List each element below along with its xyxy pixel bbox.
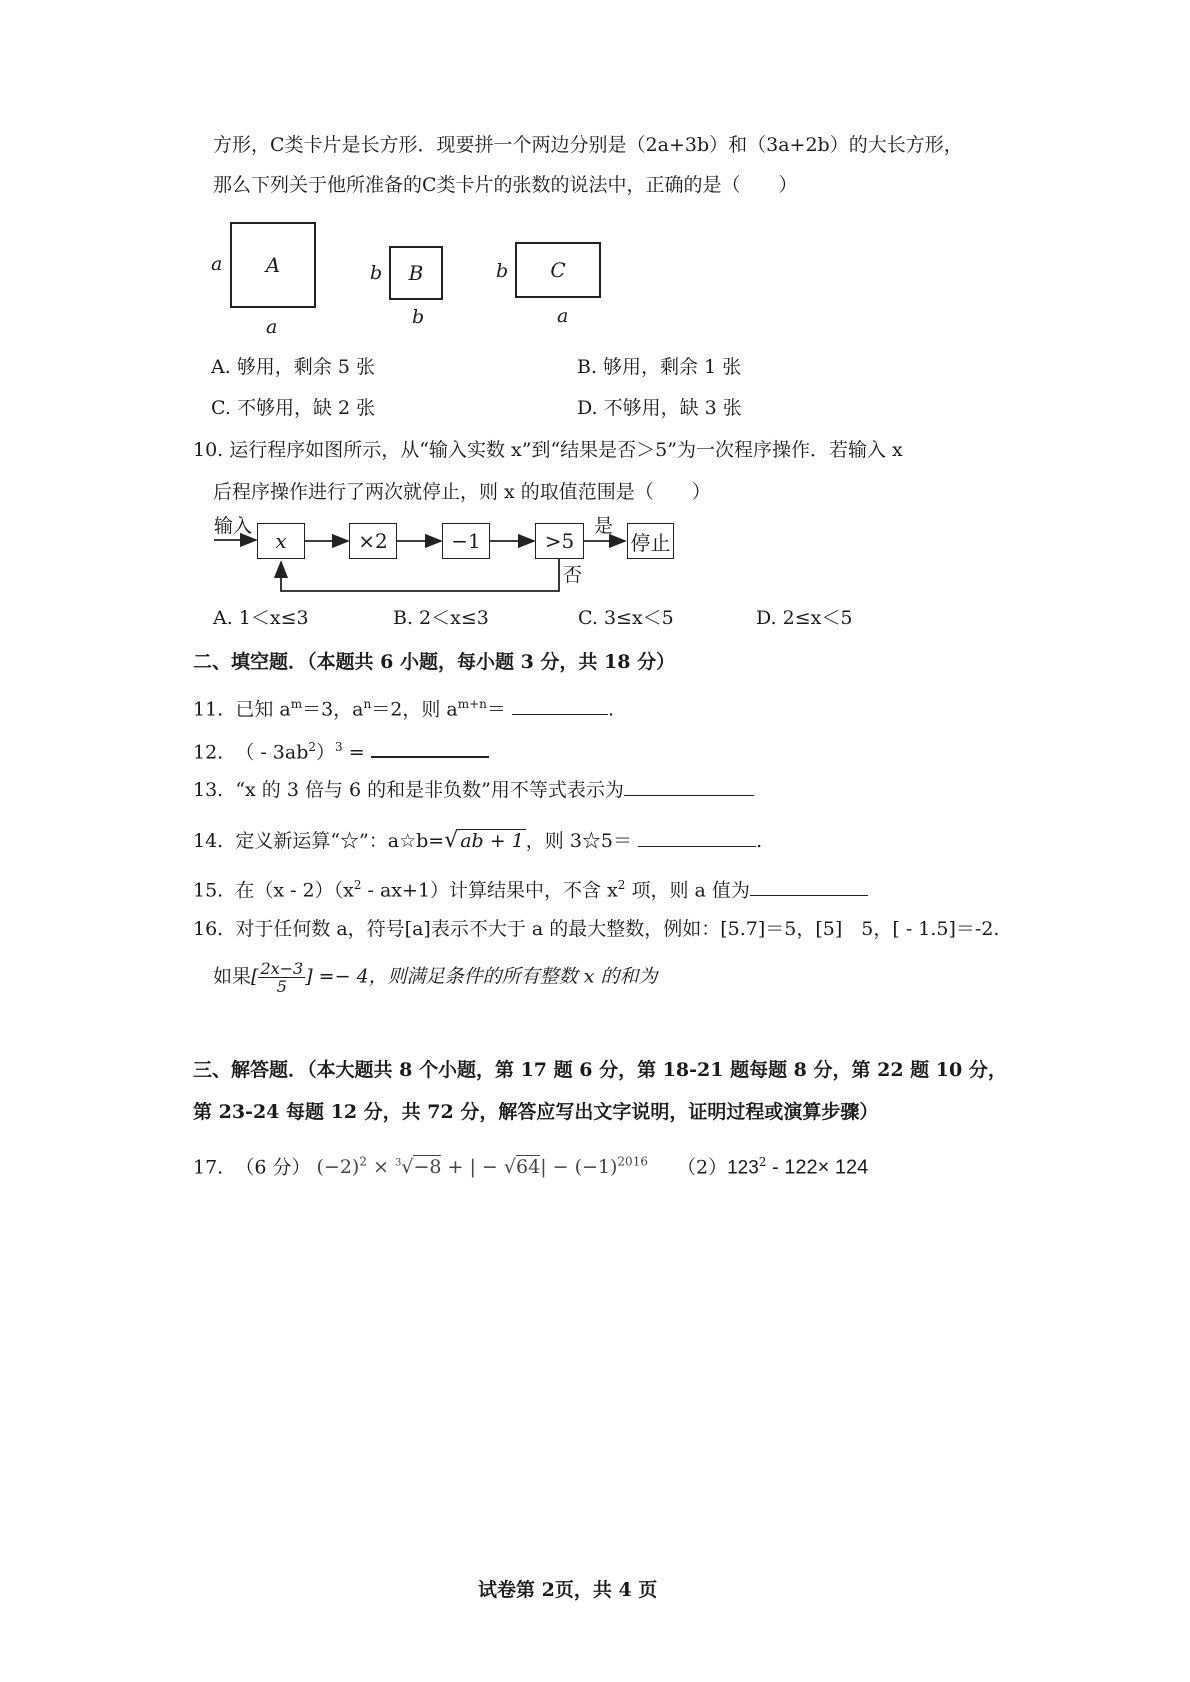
q17-cbrt-content: −8 — [413, 1156, 442, 1179]
q16-text: 对于任何数 a，符号[a]表示不大于 a 的最大整数，例如：[5.7]＝5，[5] 5，[ - 1.5]＝-2. — [235, 918, 1000, 940]
card-c-name: C — [550, 258, 566, 282]
card-c-side-label: b — [496, 260, 509, 282]
q13-answer-blank[interactable] — [624, 777, 754, 796]
q15-answer-blank[interactable] — [750, 877, 868, 896]
section3-heading-line2: 第 23-24 每题 12 分，共 72 分，解答应写出文字说明，证明过程或演算步骤） — [193, 1101, 879, 1123]
q11-number: 11. — [193, 698, 224, 721]
q17-expr-d: | − (−1) — [540, 1156, 618, 1179]
q17-number: 17. — [193, 1156, 224, 1179]
q11-answer-blank[interactable] — [512, 696, 608, 715]
q12-text-b: ） — [316, 741, 336, 764]
flow-yes-label: 是 — [594, 515, 614, 537]
card-b-side-label: b — [370, 262, 383, 284]
q17-expr-c: + | − — [441, 1156, 504, 1179]
q17-sqrt-content: 64 — [516, 1156, 541, 1179]
q15-sup-2: 2 — [353, 878, 362, 892]
q9-option-b: B. 够用，剩余 1 张 — [577, 356, 742, 378]
flow-box-compare — [535, 523, 584, 559]
q17-part2-a: 123 — [727, 1157, 759, 1179]
flow-box-subtract-text: −1 — [451, 529, 481, 553]
q12-sup-2: 2 — [308, 740, 317, 754]
q13 — [193, 777, 754, 802]
section2-heading: 二、填空题．（本题共 6 小题，每小题 3 分，共 18 分） — [193, 651, 676, 673]
q11-sup-m: m — [290, 697, 303, 711]
q13-number: 13. — [193, 779, 224, 801]
flow-box-multiply — [349, 523, 397, 559]
q9-line2: 那么下列关于他所准备的C类卡片的张数的说法中，正确的是（ ） — [213, 174, 798, 196]
q16-suffix: ] =− 4，则满足条件的所有整数 x 的和为 — [305, 965, 658, 988]
q17-expr-sup: 2 — [359, 1155, 367, 1169]
q12-number: 12. — [193, 741, 224, 764]
q14-number: 14. — [193, 830, 224, 852]
q11-text-c: ＝2，则 a — [371, 698, 458, 721]
card-a-bottom-label: a — [266, 316, 278, 338]
q16-number: 16. — [193, 918, 224, 940]
flow-box-x — [257, 523, 305, 559]
q17-sqrt-sign: √ — [503, 1156, 516, 1179]
q13-text: “x 的 3 倍与 6 的和是非负数”用不等式表示为 — [235, 779, 624, 801]
q15-text-a: 在（x - 2）（x — [235, 879, 354, 902]
q11-text-a: 已知 a — [235, 698, 291, 721]
q12-text-c: = — [342, 741, 365, 764]
q16-prefix: 如果 — [213, 965, 252, 988]
q17-expr-sup2: 2016 — [617, 1155, 648, 1169]
q17-part2-sup: 2 — [758, 1155, 767, 1169]
q14-text-b: ，则 3☆5＝ — [525, 830, 633, 852]
q16-fraction — [258, 960, 305, 995]
card-c-bottom-label: a — [557, 305, 569, 327]
flow-input-label: 输入 — [214, 515, 253, 537]
q9-option-c: C. 不够用，缺 2 张 — [211, 397, 376, 419]
q15-text-c: 项，则 a 值为 — [625, 879, 750, 902]
flow-box-compare-text: >5 — [544, 529, 575, 553]
q14-sqrt-content: ab + 1 — [460, 830, 524, 852]
q16-frac-numerator: 2x−3 — [260, 959, 304, 978]
flow-box-subtract — [442, 523, 490, 559]
q9-option-d: D. 不够用，缺 3 张 — [577, 397, 742, 419]
flow-no-label: 否 — [563, 564, 583, 586]
q16-line2 — [213, 960, 657, 995]
page-footer: 试卷第 2页，共 4 页 — [478, 1579, 658, 1601]
q14-answer-blank[interactable] — [638, 828, 756, 847]
q17-part2-label: （2） — [677, 1156, 728, 1179]
q11 — [193, 692, 614, 721]
q17-part2-b: - 122× 124 — [766, 1156, 869, 1179]
q17-expr-b: × — [366, 1156, 395, 1179]
flow-box-multiply-text: ×2 — [358, 529, 388, 553]
q10-option-c: C. 3≤x＜5 — [578, 607, 674, 629]
q12-sup-3: 3 — [335, 740, 343, 754]
q15-sup-2b: 2 — [617, 878, 626, 892]
q10-line2: 后程序操作进行了两次就停止，则 x 的取值范围是（ ） — [213, 481, 711, 503]
q16-frac-denominator: 5 — [276, 977, 287, 996]
q10-option-b: B. 2＜x≤3 — [393, 607, 489, 629]
q14-end: . — [756, 830, 763, 852]
card-a-side-label: a — [211, 253, 223, 275]
card-b-name: B — [408, 261, 424, 285]
q12 — [193, 735, 489, 764]
q12-answer-blank[interactable] — [371, 738, 489, 758]
flow-box-stop-text: 停止 — [630, 530, 671, 555]
q11-sup-n: n — [363, 697, 372, 711]
q11-end: . — [607, 698, 614, 721]
q17-expression-1 — [317, 1156, 648, 1178]
card-a-name: A — [265, 253, 281, 277]
q15-number: 15. — [193, 879, 224, 902]
section3-heading-line1: 三、解答题．（本大题共 8 个小题，第 17 题 6 分，第 18-21 题每题 8 分，第 22 题 10 分， — [193, 1059, 1007, 1081]
q10-option-d: D. 2≤x＜5 — [756, 607, 853, 629]
q17-part2 — [677, 1150, 868, 1180]
q11-sup-mn: m+n — [457, 697, 487, 711]
q11-text-b: ＝3，a — [302, 698, 364, 721]
q17-expr-a: (−2) — [316, 1156, 360, 1179]
q9-line1: 方形，C类卡片是长方形．现要拼一个两边分别是（2a+3b）和（3a+2b）的大长方形， — [213, 134, 963, 156]
q16-open-bracket: [ — [251, 965, 259, 988]
q15 — [193, 873, 868, 902]
q14-sqrt-sign: √ — [444, 828, 459, 853]
q17-cbrt-sign: √ — [401, 1156, 414, 1179]
q17-points: （6 分） — [235, 1156, 311, 1179]
q14 — [193, 828, 762, 853]
q16-line1 — [193, 917, 999, 941]
card-b-bottom-label: b — [412, 306, 425, 328]
flow-box-x-text: x — [275, 529, 287, 553]
q10-line1: 10. 运行程序如图所示，从“输入实数 x”到“结果是否＞5”为一次程序操作．若输入 x — [193, 439, 903, 461]
flow-box-stop — [627, 523, 674, 559]
q15-text-b: - ax+1）计算结果中，不含 x — [361, 879, 618, 902]
q14-text-a: 定义新运算“☆”：a☆b= — [235, 830, 445, 852]
q12-text-a: （ - 3ab — [235, 741, 309, 764]
q17-root-index: 3 — [394, 1158, 402, 1169]
q17 — [193, 1150, 648, 1179]
q11-text-d: ＝ — [486, 698, 506, 721]
q10-option-a: A. 1＜x≤3 — [213, 607, 309, 629]
q9-option-a: A. 够用，剩余 5 张 — [211, 356, 375, 378]
